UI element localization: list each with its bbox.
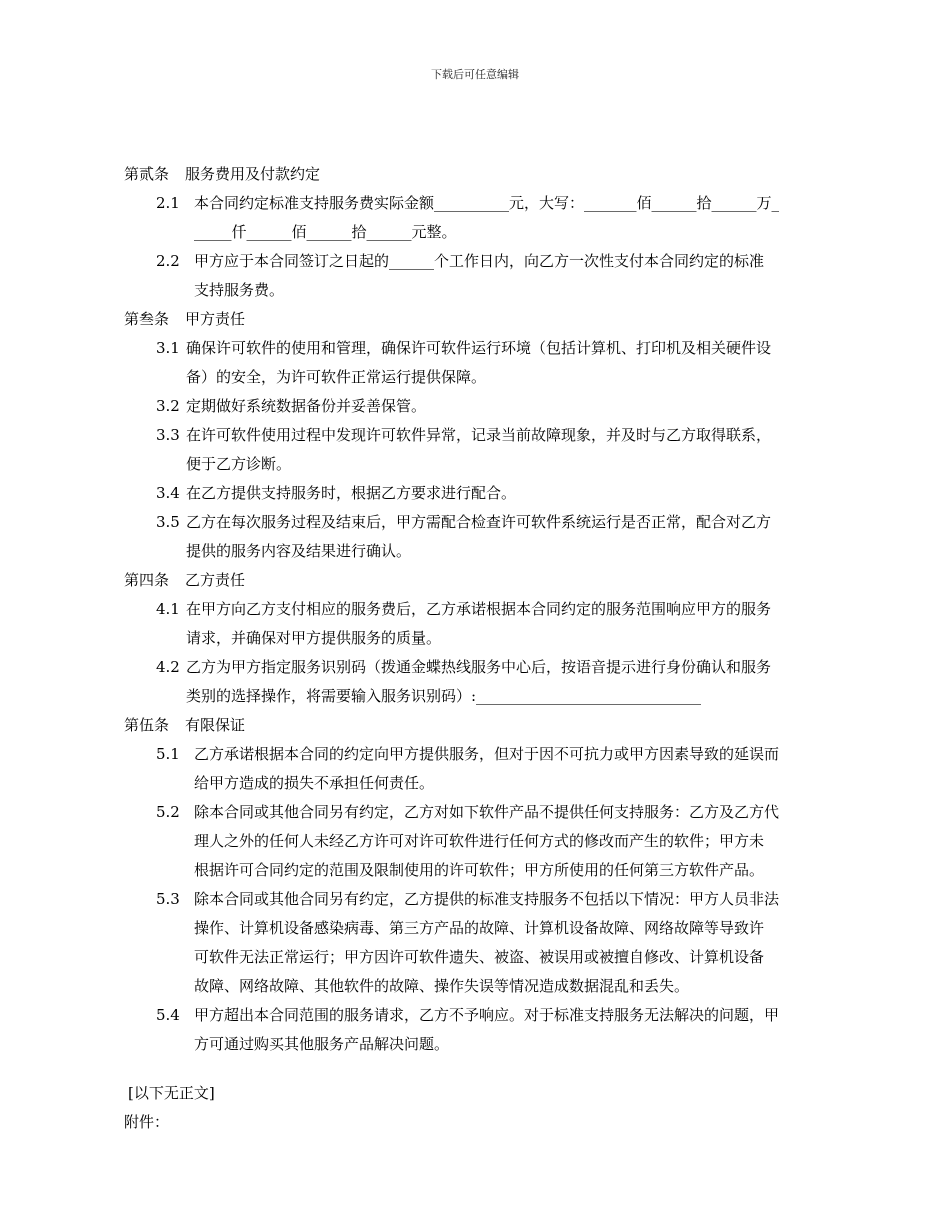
clause-line: 在许可软件使用过程中发现许可软件异常，记录当前故障现象，并及时与乙方取得联系， — [186, 426, 772, 444]
article-title: 乙方责任 — [185, 571, 246, 589]
article-heading — [124, 305, 830, 334]
clause-number: 5.1 — [156, 745, 180, 763]
clause-line: 理人之外的任何人未经乙方许可对许可软件进行任何方式的修改而产生的软件；甲方未 — [194, 832, 765, 850]
clause-line: 本合同约定标准支持服务费实际金额__________元，大写：_______佰______拾______万_ — [194, 194, 780, 212]
clause — [124, 421, 830, 479]
clause-line: 备）的安全，为许可软件正常运行提供保障。 — [186, 368, 487, 386]
clause-line: 提供的服务内容及结果进行确认。 — [186, 542, 412, 560]
clause — [124, 595, 830, 653]
article-title: 服务费用及付款约定 — [185, 165, 321, 183]
clause-number: 4.2 — [156, 658, 180, 676]
clause-line: 给甲方造成的损失不承担任何责任。 — [194, 774, 435, 792]
clause-number: 2.1 — [156, 194, 180, 212]
clause-line: 支持服务费。 — [194, 281, 285, 299]
end-note: [以下无正文] — [128, 1084, 215, 1102]
attachment-label: 附件： — [124, 1113, 170, 1131]
clause-number: 3.1 — [156, 339, 180, 357]
clause — [124, 1001, 830, 1059]
article-heading — [124, 711, 830, 740]
article-heading — [124, 160, 830, 189]
clause — [124, 740, 830, 798]
clause — [124, 508, 830, 566]
clause-line: 除本合同或其他合同另有约定，乙方提供的标准支持服务不包括以下情况：甲方人员非法 — [194, 890, 780, 908]
clause-line: 乙方承诺根据本合同的约定向甲方提供服务，但对于因不可抗力或甲方因素导致的延误而 — [194, 745, 780, 763]
clause-number: 5.3 — [156, 890, 180, 908]
document-body — [124, 160, 830, 1137]
clause-line: 乙方在每次服务过程及结束后，甲方需配合检查许可软件系统运行是否正常，配合对乙方 — [186, 513, 772, 531]
article-title: 有限保证 — [185, 716, 246, 734]
clause-line: 故障、网络故障、其他软件的故障、操作失误等情况造成数据混乱和丢失。 — [194, 977, 690, 995]
clause-line: 便于乙方诊断。 — [186, 455, 292, 473]
clause-line: 操作、计算机设备感染病毒、第三方产品的故障、计算机设备故障、网络故障等导致许 — [194, 919, 765, 937]
clause-number: 3.4 — [156, 484, 180, 502]
clause-number: 3.2 — [156, 397, 180, 415]
article-number: 第叁条 — [124, 310, 170, 328]
clause — [124, 479, 830, 508]
clause — [124, 392, 830, 421]
clause-number: 3.5 — [156, 513, 180, 531]
clause-line: 甲方超出本合同范围的服务请求，乙方不予响应。对于标准支持服务无法解决的问题，甲 — [194, 1006, 780, 1024]
clause — [124, 247, 830, 305]
clause-line: 类别的选择操作，将需要输入服务识别码）:______________________________ — [186, 687, 702, 705]
article-number: 第四条 — [124, 571, 170, 589]
clause-number: 5.2 — [156, 803, 180, 821]
article-number: 第贰条 — [124, 165, 170, 183]
article-title: 甲方责任 — [185, 310, 246, 328]
clause-number: 2.2 — [156, 252, 180, 270]
clause-number: 3.3 — [156, 426, 180, 444]
clause — [124, 334, 830, 392]
clause-line: 甲方应于本合同签订之日起的______个工作日内，向乙方一次性支付本合同约定的标准 — [194, 252, 765, 270]
clause-line: 请求，并确保对甲方提供服务的质量。 — [186, 629, 442, 647]
clause-number: 5.4 — [156, 1006, 180, 1024]
article-heading — [124, 566, 830, 595]
clause-line: 乙方为甲方指定服务识别码（拨通金蝶热线服务中心后，按语音提示进行身份确认和服务 — [186, 658, 772, 676]
clause-line: 根据许可合同约定的范围及限制使用的许可软件；甲方所使用的任何第三方软件产品。 — [194, 861, 765, 879]
clause-line: 在甲方向乙方支付相应的服务费后，乙方承诺根据本合同约定的服务范围响应甲方的服务 — [186, 600, 772, 618]
clause-line: 定期做好系统数据备份并妥善保管。 — [186, 397, 427, 415]
article-number: 第伍条 — [124, 716, 170, 734]
page-header: 下载后可任意编辑 — [431, 68, 519, 81]
clause — [124, 653, 830, 711]
clause-line: 可软件无法正常运行；甲方因许可软件遗失、被盗、被误用或被擅自修改、计算机设备 — [194, 948, 765, 966]
spacer — [124, 1059, 830, 1079]
clause-line: 方可通过购买其他服务产品解决问题。 — [194, 1035, 450, 1053]
clause — [124, 885, 830, 1001]
clause — [124, 798, 830, 885]
clause-line: 在乙方提供支持服务时，根据乙方要求进行配合。 — [186, 484, 517, 502]
clause-line: _____仟______佰______拾______元整。 — [194, 223, 457, 241]
clause-line: 除本合同或其他合同另有约定，乙方对如下软件产品不提供任何支持服务：乙方及乙方代 — [194, 803, 780, 821]
clause — [124, 189, 830, 247]
clause-number: 4.1 — [156, 600, 180, 618]
clause-line: 确保许可软件的使用和管理，确保许可软件运行环境（包括计算机、打印机及相关硬件设 — [186, 339, 772, 357]
